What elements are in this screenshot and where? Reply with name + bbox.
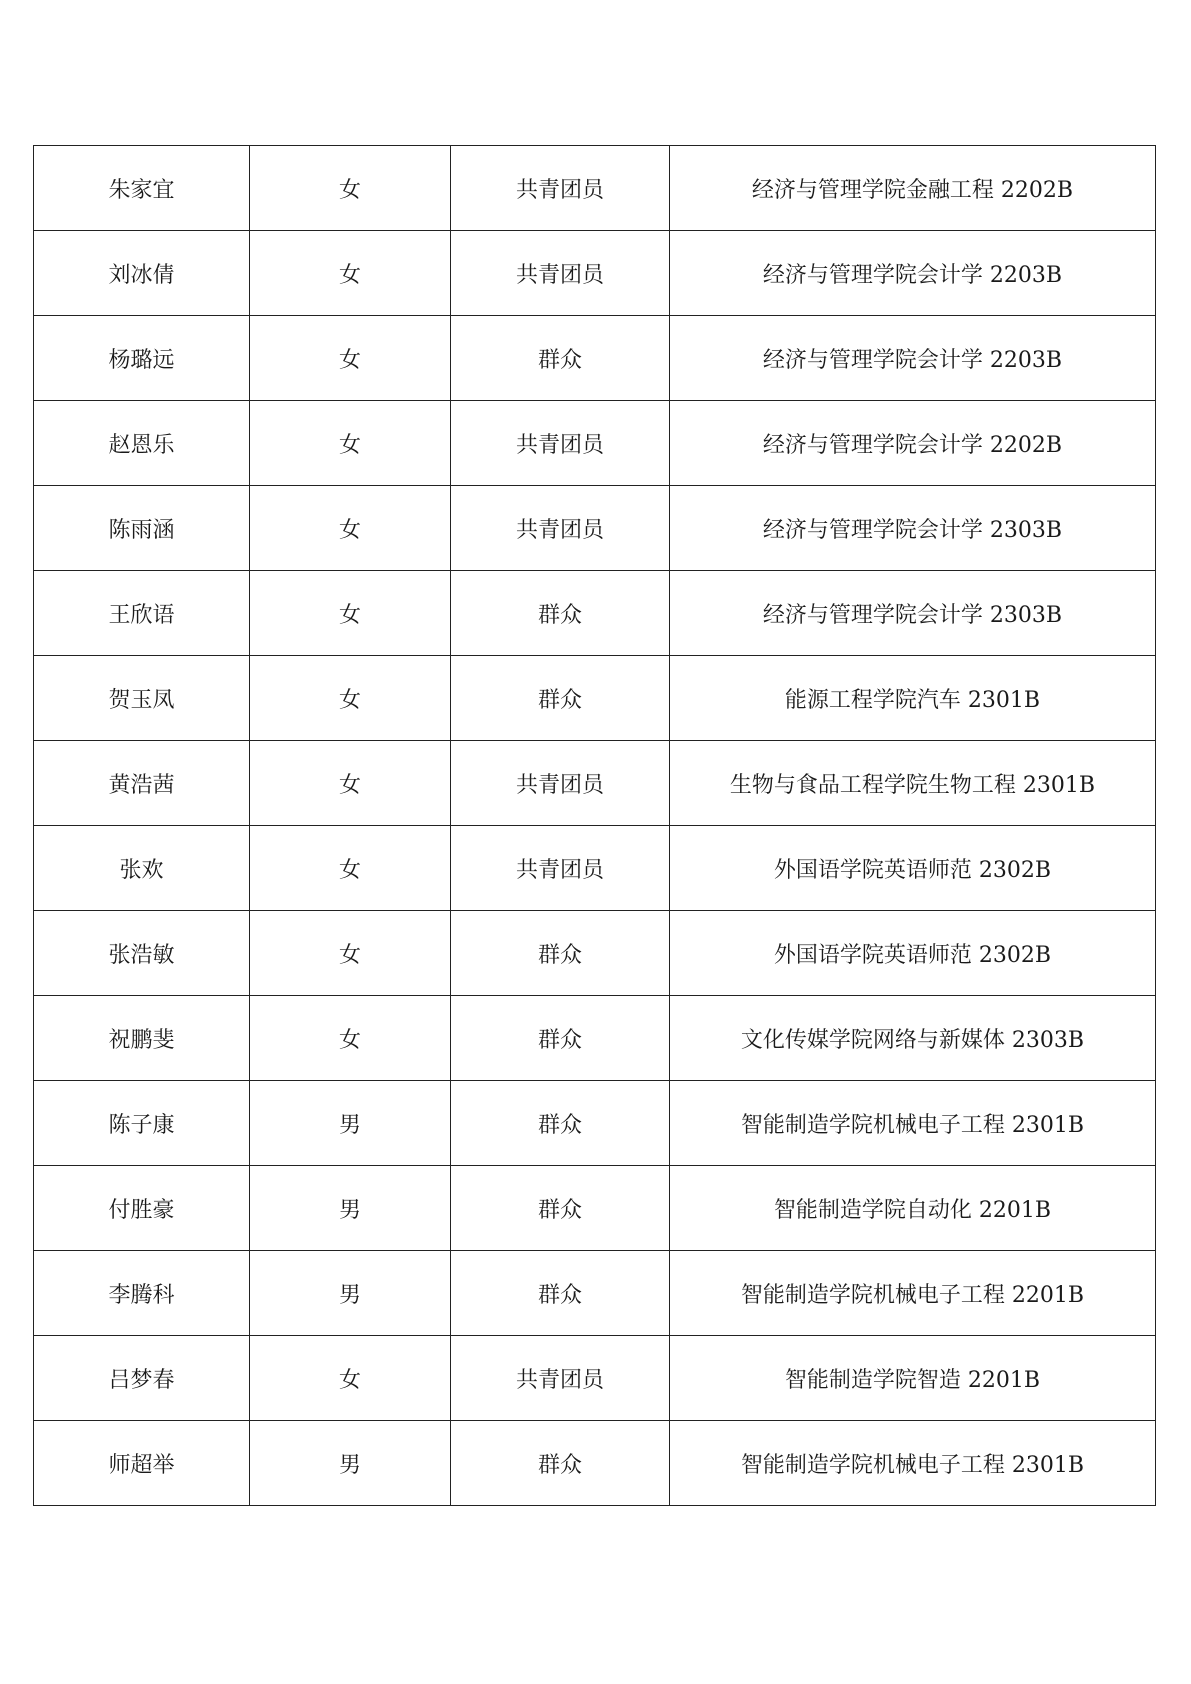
political-status-cell: 共青团员 — [451, 231, 670, 316]
table-row — [34, 1251, 1156, 1336]
political-status-cell: 群众 — [451, 1251, 670, 1336]
name-cell: 吕梦春 — [34, 1336, 250, 1421]
political-status-cell: 共青团员 — [451, 1336, 670, 1421]
name-cell: 刘冰倩 — [34, 231, 250, 316]
name-cell: 张浩敏 — [34, 911, 250, 996]
gender-cell: 男 — [250, 1081, 451, 1166]
gender-cell: 女 — [250, 826, 451, 911]
gender-cell: 女 — [250, 656, 451, 741]
table-row — [34, 741, 1156, 826]
table-row — [34, 1166, 1156, 1251]
student-table — [33, 145, 1156, 1506]
gender-cell: 女 — [250, 401, 451, 486]
class-cell: 能源工程学院汽车 2301B — [670, 656, 1156, 741]
table-row — [34, 571, 1156, 656]
name-cell: 王欣语 — [34, 571, 250, 656]
table-row — [34, 1336, 1156, 1421]
political-status-cell: 共青团员 — [451, 146, 670, 231]
gender-cell: 女 — [250, 571, 451, 656]
name-cell: 贺玉凤 — [34, 656, 250, 741]
gender-cell: 女 — [250, 146, 451, 231]
gender-cell: 男 — [250, 1251, 451, 1336]
political-status-cell: 共青团员 — [451, 486, 670, 571]
class-cell: 经济与管理学院会计学 2303B — [670, 571, 1156, 656]
table-row — [34, 656, 1156, 741]
class-cell: 经济与管理学院会计学 2202B — [670, 401, 1156, 486]
name-cell: 师超举 — [34, 1421, 250, 1506]
class-cell: 智能制造学院自动化 2201B — [670, 1166, 1156, 1251]
gender-cell: 女 — [250, 316, 451, 401]
table-row — [34, 1081, 1156, 1166]
class-cell: 经济与管理学院金融工程 2202B — [670, 146, 1156, 231]
class-cell: 智能制造学院机械电子工程 2301B — [670, 1081, 1156, 1166]
political-status-cell: 群众 — [451, 571, 670, 656]
gender-cell: 女 — [250, 1336, 451, 1421]
gender-cell: 女 — [250, 741, 451, 826]
name-cell: 黄浩茜 — [34, 741, 250, 826]
student-table-body — [34, 146, 1156, 1506]
table-row — [34, 231, 1156, 316]
table-row — [34, 486, 1156, 571]
gender-cell: 女 — [250, 486, 451, 571]
name-cell: 陈雨涵 — [34, 486, 250, 571]
gender-cell: 女 — [250, 911, 451, 996]
political-status-cell: 群众 — [451, 316, 670, 401]
political-status-cell: 共青团员 — [451, 401, 670, 486]
gender-cell: 女 — [250, 231, 451, 316]
class-cell: 生物与食品工程学院生物工程 2301B — [670, 741, 1156, 826]
gender-cell: 女 — [250, 996, 451, 1081]
table-row — [34, 826, 1156, 911]
name-cell: 祝鹏斐 — [34, 996, 250, 1081]
name-cell: 朱家宜 — [34, 146, 250, 231]
political-status-cell: 群众 — [451, 656, 670, 741]
class-cell: 经济与管理学院会计学 2203B — [670, 231, 1156, 316]
table-row — [34, 316, 1156, 401]
political-status-cell: 共青团员 — [451, 826, 670, 911]
table-row — [34, 401, 1156, 486]
name-cell: 杨璐远 — [34, 316, 250, 401]
table-row — [34, 911, 1156, 996]
class-cell: 外国语学院英语师范 2302B — [670, 911, 1156, 996]
class-cell: 智能制造学院机械电子工程 2201B — [670, 1251, 1156, 1336]
gender-cell: 男 — [250, 1166, 451, 1251]
class-cell: 经济与管理学院会计学 2203B — [670, 316, 1156, 401]
class-cell: 智能制造学院机械电子工程 2301B — [670, 1421, 1156, 1506]
name-cell: 陈子康 — [34, 1081, 250, 1166]
political-status-cell: 群众 — [451, 1421, 670, 1506]
name-cell: 张欢 — [34, 826, 250, 911]
political-status-cell: 共青团员 — [451, 741, 670, 826]
name-cell: 赵恩乐 — [34, 401, 250, 486]
name-cell: 付胜豪 — [34, 1166, 250, 1251]
table-row — [34, 146, 1156, 231]
table-row — [34, 996, 1156, 1081]
political-status-cell: 群众 — [451, 1166, 670, 1251]
name-cell: 李腾科 — [34, 1251, 250, 1336]
political-status-cell: 群众 — [451, 911, 670, 996]
class-cell: 外国语学院英语师范 2302B — [670, 826, 1156, 911]
gender-cell: 男 — [250, 1421, 451, 1506]
class-cell: 文化传媒学院网络与新媒体 2303B — [670, 996, 1156, 1081]
political-status-cell: 群众 — [451, 1081, 670, 1166]
political-status-cell: 群众 — [451, 996, 670, 1081]
class-cell: 经济与管理学院会计学 2303B — [670, 486, 1156, 571]
class-cell: 智能制造学院智造 2201B — [670, 1336, 1156, 1421]
table-row — [34, 1421, 1156, 1506]
